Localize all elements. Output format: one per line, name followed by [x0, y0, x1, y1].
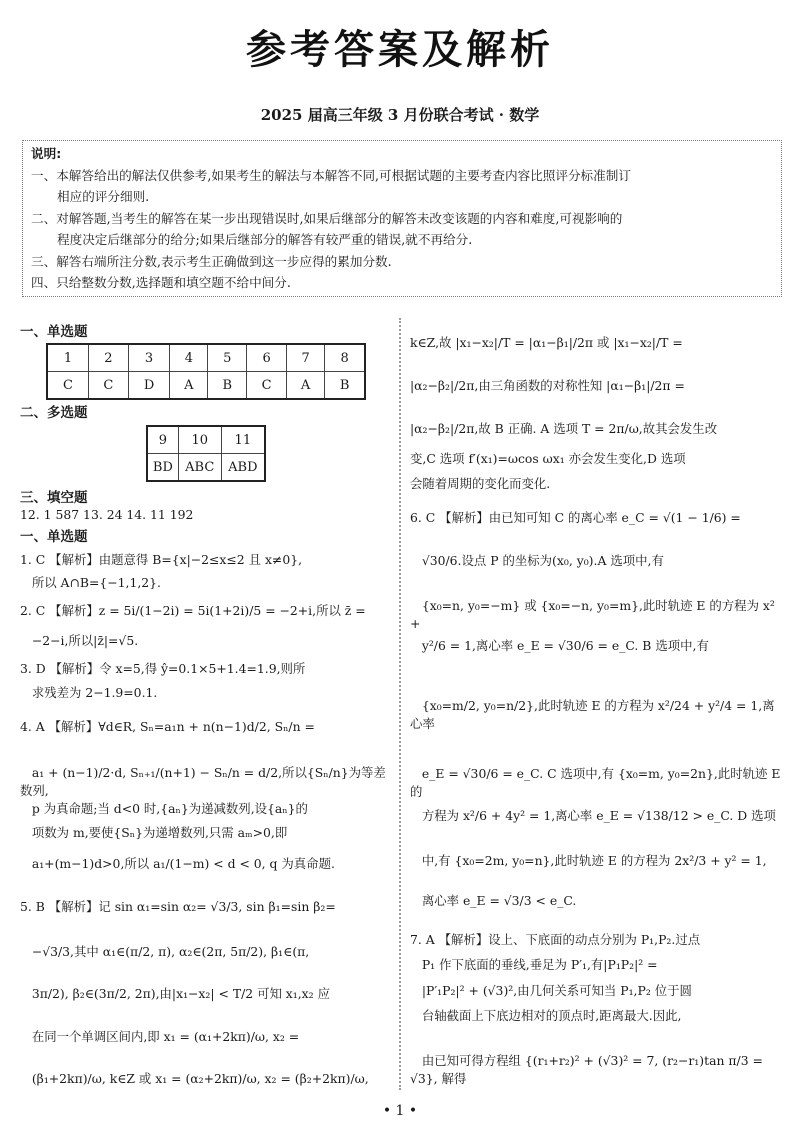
- instruction-item: 三、解答右端所注分数,表示考生正确做到这一步应得的累加分数.: [31, 253, 392, 269]
- page-title: 参考答案及解析: [246, 27, 554, 73]
- instruction-item: 相应的评分细则.: [57, 189, 150, 204]
- instruction-item: 四、只给整数分数,选择题和填空题不给中间分.: [31, 275, 291, 290]
- answer-cell: 10: [178, 426, 221, 454]
- section-heading-single: 一、单选题: [20, 324, 88, 340]
- solution-line: 求残差为 2−1.9=0.1.: [20, 685, 158, 700]
- solution-line: 在同一个单调区间内,即 x₁ = (α₁+2kπ)/ω, x₂ =: [20, 1029, 300, 1044]
- solution-line: 中,有 {x₀=2m, y₀=n},此时轨迹 E 的方程为 2x²/3 + y² = 1,: [410, 853, 767, 868]
- solution-line: 1. C 【解析】由题意得 B={x|−2≤x≤2 且 x≠0},: [20, 552, 303, 567]
- solution-line: k∈Z,故 |x₁−x₂|/T = |α₁−β₁|/2π 或 |x₁−x₂|/T =: [410, 335, 683, 350]
- solution-line: −2−i,所以|z̄|=√5.: [20, 633, 139, 648]
- solution-line: 4. A 【解析】∀d∈R, Sₙ=a₁n + n(n−1)d/2, Sₙ/n =: [20, 719, 315, 734]
- section-heading-single-solutions: 一、单选题: [20, 529, 88, 545]
- solution-line: {x₀=m/2, y₀=n/2},此时轨迹 E 的方程为 x²/24 + y²/4 = 1,离心率: [410, 698, 775, 731]
- answer-cell: 11: [221, 426, 265, 454]
- answer-cell: A: [170, 372, 208, 400]
- page-number: • 1 •: [382, 1103, 418, 1119]
- answer-cell: C: [247, 372, 287, 400]
- solution-line: y²/6 = 1,离心率 e_E = √30/6 = e_C. B 选项中,有: [410, 638, 709, 653]
- solution-line: |α₂−β₂|/2π,故 B 正确. A 选项 T = 2π/ω,故其会发生改: [410, 421, 718, 436]
- solution-line: (β₁+2kπ)/ω, k∈Z 或 x₁ = (α₂+2kπ)/ω, x₂ = (β₂+2kπ)/ω,: [20, 1071, 369, 1086]
- answer-cell: 7: [287, 344, 325, 372]
- section-heading-multi: 二、多选题: [20, 405, 88, 421]
- answer-cell: B: [325, 372, 365, 400]
- answer-cell: ABD: [221, 454, 265, 482]
- solution-line: 会随着周期的变化而变化.: [410, 476, 551, 491]
- solution-line: 项数为 m,要使{Sₙ}为递增数列,只需 aₘ>0,即: [20, 825, 288, 840]
- solution-line: 2. C 【解析】z = 5i/(1−2i) = 5i(1+2i)/5 = −2+i,所以 z̄ =: [20, 603, 366, 618]
- instruction-item: 一、本解答给出的解法仅供参考,如果考生的解法与本解答不同,可根据试题的主要考查内容比照评分标准制订: [31, 167, 631, 183]
- answer-cell: 3: [128, 344, 169, 372]
- solution-line: 台轴截面上下底边相对的顶点时,距离最大.因此,: [410, 1008, 682, 1023]
- answer-cell: 8: [325, 344, 365, 372]
- solution-line: {x₀=n, y₀=−m} 或 {x₀=−n, y₀=m},此时轨迹 E 的方程为 x² +: [410, 598, 779, 631]
- answer-cell: D: [128, 372, 169, 400]
- solution-line: a₁+(m−1)d>0,所以 a₁/(1−m) < d < 0, q 为真命题.: [20, 856, 335, 871]
- solution-line: a₁ + (n−1)/2·d, Sₙ₊₁/(n+1) − Sₙ/n = d/2,所以{Sₙ/n}为等差数列,: [20, 765, 386, 798]
- solution-line: |P′₁P₂|² + (√3)²,由几何关系可知当 P₁,P₂ 位于圆: [410, 983, 692, 998]
- answer-cell: 6: [247, 344, 287, 372]
- solution-line: 3. D 【解析】令 x=5,得 ŷ=0.1×5+1.4=1.9,则所: [20, 661, 306, 676]
- answer-cell: ABC: [178, 454, 221, 482]
- answer-cell: B: [208, 372, 247, 400]
- column-divider: [399, 318, 401, 1090]
- section-heading-fill: 三、填空题: [20, 490, 88, 506]
- instructions-heading: 说明:: [31, 146, 62, 161]
- left-column: [20, 528, 392, 1094]
- instructions-box: [22, 140, 782, 297]
- solution-line: |α₂−β₂|/2π,由三角函数的对称性知 |α₁−β₁|/2π =: [410, 378, 685, 393]
- solution-line: 离心率 e_E = √3/3 < e_C.: [410, 893, 577, 908]
- answer-cell: C: [47, 372, 88, 400]
- solution-line: 变,C 选项 f′(x₁)=ωcos ωx₁ 亦会发生变化,D 选项: [410, 451, 686, 466]
- answer-cell: C: [88, 372, 128, 400]
- solution-line: 5. B 【解析】记 sin α₁=sin α₂= √3/3, sin β₁=sin β₂=: [20, 899, 336, 914]
- solution-line: √30/6.设点 P 的坐标为(x₀, y₀).A 选项中,有: [410, 553, 664, 568]
- answer-cell: 1: [47, 344, 88, 372]
- solution-line: 方程为 x²/6 + 4y² = 1,离心率 e_E = √138/12 > e_C. D 选项: [410, 808, 776, 823]
- solution-line: P₁ 作下底面的垂线,垂足为 P′₁,有|P₁P₂|² =: [410, 957, 658, 972]
- solution-line: 由已知可得方程组 {(r₁+r₂)² + (√3)² = 7, (r₂−r₁)tan π/3 = √3}, 解得: [410, 1053, 767, 1086]
- solution-line: 3π/2), β₂∈(3π/2, 2π),由|x₁−x₂| < T/2 可知 x₁,x₂ 应: [20, 986, 330, 1001]
- instruction-item: 二、对解答题,当考生的解答在某一步出现错误时,如果后继部分的解答未改变该题的内容和难度,可视影响的: [31, 210, 623, 226]
- multi-choice-answer-table: [146, 425, 266, 482]
- instruction-item: 程度决定后继部分的给分;如果后继部分的解答有较严重的错误,就不再给分.: [57, 232, 473, 247]
- exam-subtitle: 2025 届高三年级 3 月份联合考试 · 数学: [260, 106, 540, 124]
- answer-cell: 4: [170, 344, 208, 372]
- fill-in-answers: 12. 1 587 13. 24 14. 11 192: [20, 507, 194, 522]
- single-choice-answer-table: [46, 343, 366, 400]
- answer-cell: BD: [147, 454, 178, 482]
- solution-line: −√3/3,其中 α₁∈(π/2, π), α₂∈(2π, 5π/2), β₁∈(π,: [20, 944, 310, 959]
- answer-cell: 9: [147, 426, 178, 454]
- solution-line: 所以 A∩B={−1,1,2}.: [20, 575, 161, 590]
- answer-cell: A: [287, 372, 325, 400]
- answer-cell: 5: [208, 344, 247, 372]
- answer-cell: 2: [88, 344, 128, 372]
- solution-line: p 为真命题;当 d<0 时,{aₙ}为递减数列,设{aₙ}的: [20, 801, 308, 816]
- right-column: [410, 334, 785, 1088]
- solution-line: e_E = √30/6 = e_C. C 选项中,有 {x₀=m, y₀=2n},此时轨迹 E 的: [410, 766, 785, 799]
- solution-line: 6. C 【解析】由已知可知 C 的离心率 e_C = √(1 − 1/6) =: [410, 510, 741, 525]
- solution-line: 7. A 【解析】设上、下底面的动点分别为 P₁,P₂.过点: [410, 932, 701, 947]
